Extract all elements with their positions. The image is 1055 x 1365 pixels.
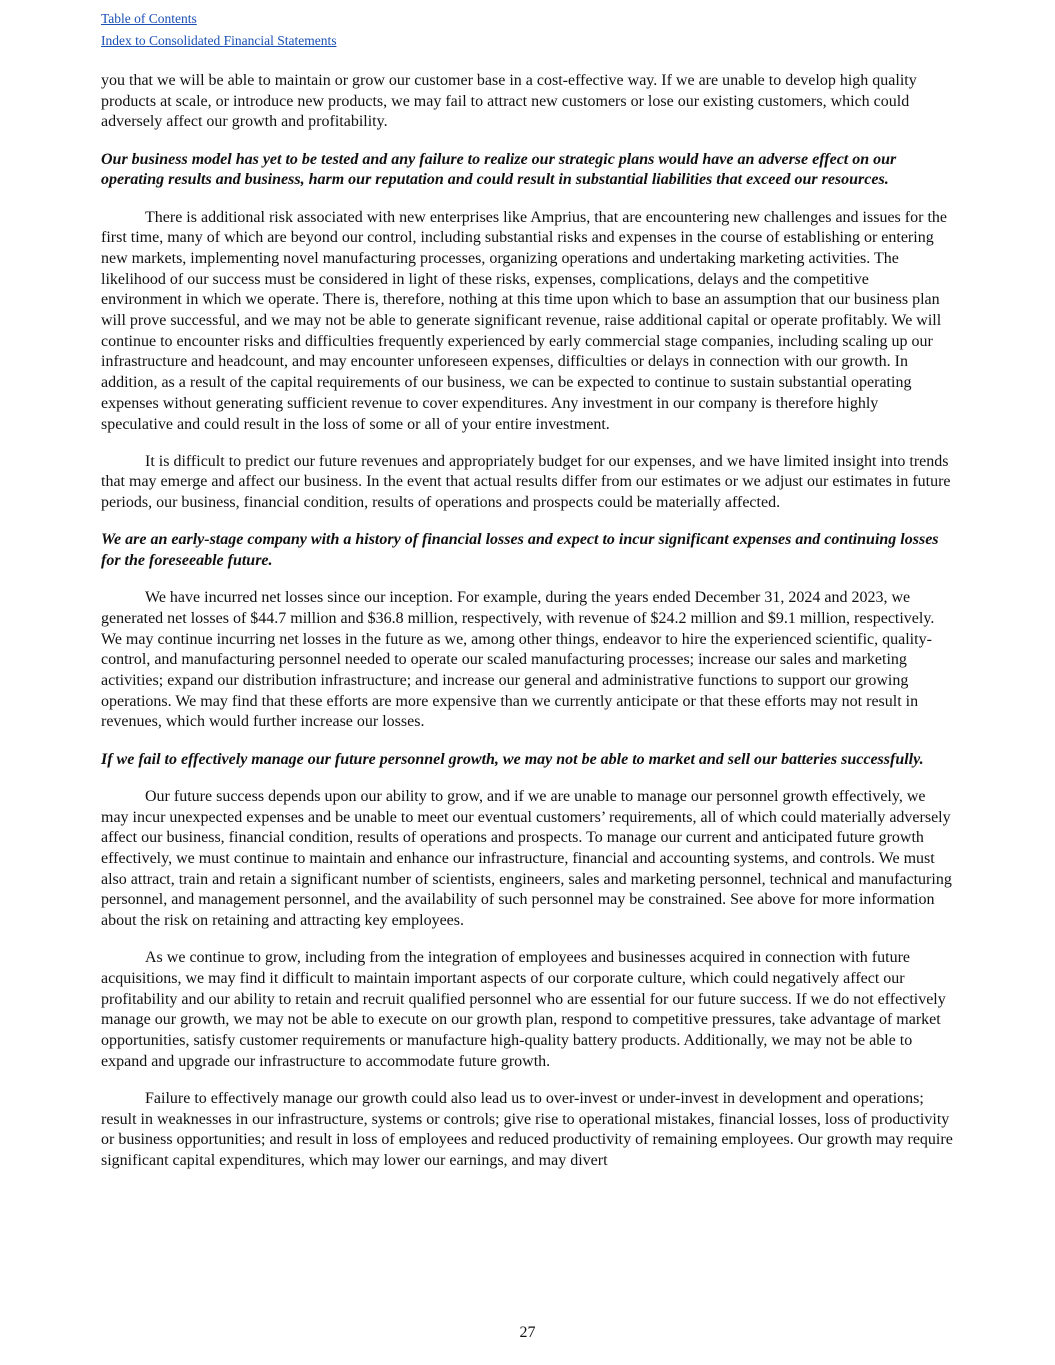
paragraph-revenue-prediction: It is difficult to predict our future revenues and appropriately budget for our expenses, and we have limited insight into trends that may emerge and affect our business. In the event that actual results differ from our estimates or we adjust our estimates in future periods, our business, financial condition, results of operations and prospects could be materially affected. <box>101 452 951 512</box>
paragraph-net-losses: We have incurred net losses since our inception. For example, during the years ended December 31, 2024 and 2023, we generated net losses of $44.7 million and $36.8 million, respectively, with revenue of $24.2 million and $9.1 million, respectively. We may continue incurring net losses in the future as we, among other things, endeavor to hire the experienced scientific, quality-control, and manufacturing personnel needed to operate our scaled manufacturing processes; increase our sales and marketing activities; expand our distribution infrastructure; and increase our general and administrative functions to support our growing operations. We may find that these efforts are more expensive than we currently anticipate or that these efforts may not result in revenues, which would further increase our losses. <box>101 589 935 731</box>
page-number: 27 <box>519 1324 536 1341</box>
top-navigation <box>101 0 953 52</box>
risk-heading-business-model: Our business model has yet to be tested and any failure to realize our strategic plans would have an adverse effect on our operating results and business, harm our reputation and could result in substantial liabilities that exceed our resources. <box>101 150 897 189</box>
document-body <box>101 71 953 1172</box>
paragraph-future-success: Our future success depends upon our ability to grow, and if we are unable to manage our personnel growth effectively, we may incur unexpected expenses and be unable to meet our eventual customers’ requirements, all of which could materially adversely affect our business, financial condition, results of operations and prospects. To manage our current and anticipated future growth effectively, we must continue to maintain and enhance our infrastructure, financial and accounting systems, and controls. We must also attract, train and retain a significant number of scientists, engineers, sales and marketing personnel, technical and manufacturing personnel, and management personnel, and the availability of such personnel may be constrained. See above for more information about the risk on retaining and attracting key employees. <box>101 787 952 930</box>
paragraph-continuation: you that we will be able to maintain or grow our customer base in a cost-effective way. If we are unable to develop high quality products at scale, or introduce new products, we may fail to attract new customers or lose our existing customers, which could adversely affect our growth and profitability. <box>101 72 917 131</box>
paragraph-corporate-culture: As we continue to grow, including from the integration of employees and businesses acquired in connection with future acquisitions, we may find it difficult to maintain important aspects of our corporate culture, which could negatively affect our profitability and our ability to retain and recruit qualified personnel who are essential for our future success. If we do not effectively manage our growth, we may not be able to execute on our growth plan, respond to competitive pressures, take advantage of market opportunities, satisfy customer requirements or manufacture high-quality battery products. Additionally, we may not be able to expand and upgrade our infrastructure to accommodate future growth. <box>101 949 946 1070</box>
document-page <box>101 0 953 1172</box>
paragraph-growth-management-failure: Failure to effectively manage our growth could also lead us to over-invest or under-invest in development and operations; result in weaknesses in our infrastructure, systems or controls; give rise to operational mistakes, financial losses, loss of productivity or business opportunities; and result in loss of employees and reduced productivity of remaining employees. Our growth may require significant capital expenditures, which may lower our earnings, and may divert <box>101 1090 953 1170</box>
risk-heading-financial-losses: We are an early-stage company with a history of financial losses and expect to incur significant expenses and continuing losses for the foreseeable future. <box>101 531 939 570</box>
financial-statements-index-link[interactable]: Index to Consolidated Financial Statements <box>101 33 337 48</box>
table-of-contents-link[interactable]: Table of Contents <box>101 11 197 26</box>
paragraph-new-enterprise-risk: There is additional risk associated with new enterprises like Amprius, that are encountering new challenges and issues for the first time, many of which are beyond our control, including substantial risks and expenses in the course of establishing or entering new markets, implementing novel manufacturing processes, organizing operations and undertaking marketing activities. The likelihood of our success must be considered in light of these risks, expenses, complications, delays and the competitive environment in which we operate. There is, therefore, nothing at this time upon which to base an assumption that our business plan will prove successful, and we may not be able to generate significant revenue, raise additional capital or operate profitably. We will continue to encounter risks and difficulties frequently experienced by early commercial stage companies, including scaling up our infrastructure and headcount, and may encounter unforeseen expenses, difficulties or delays in connection with our growth. In addition, as a result of the capital requirements of our business, we can be expected to continue to sustain substantial operating expenses without generating sufficient revenue to cover expenditures. Any investment in our company is therefore highly speculative and could result in the loss of some or all of your entire investment. <box>101 208 947 433</box>
risk-heading-personnel-growth: If we fail to effectively manage our future personnel growth, we may not be able to market and sell our batteries successfully. <box>101 750 924 768</box>
